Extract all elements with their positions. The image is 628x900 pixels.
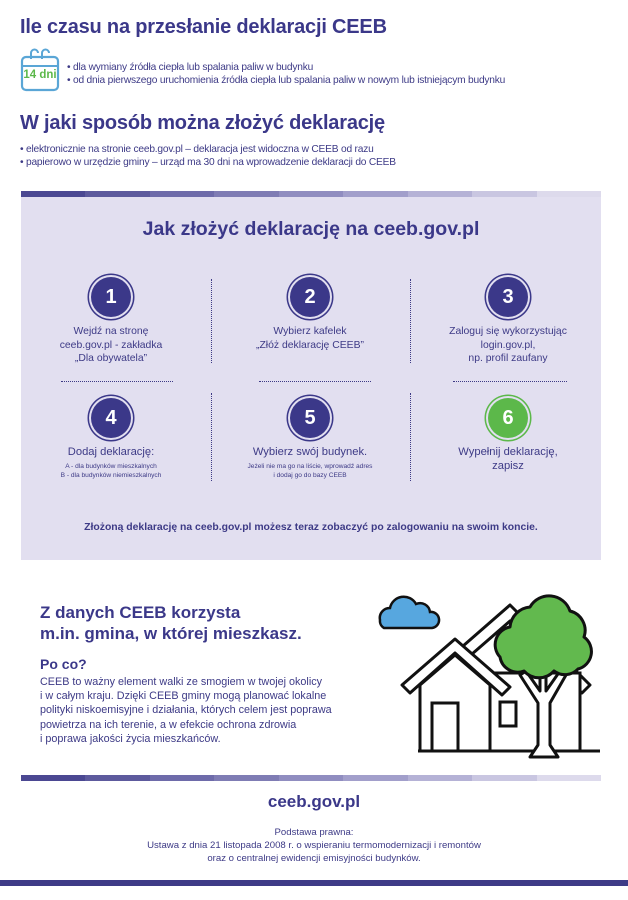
bullet: • dla wymiany źródła ciepła lub spalania paliw w budynku [67, 61, 505, 74]
method-bullets [20, 143, 396, 169]
step-4 [21, 398, 201, 480]
calendar-icon [20, 47, 60, 93]
step-text: Dodaj deklarację: [67, 446, 155, 458]
time-bullets [67, 61, 505, 87]
step-6 [418, 398, 598, 473]
step-number-badge: 2 [290, 277, 330, 317]
step-text: Zaloguj się wykorzystując login.gov.pl, np. profil zaufany [449, 326, 567, 364]
step-2 [220, 277, 400, 352]
divider [410, 393, 411, 481]
divider [211, 393, 212, 481]
divider [61, 381, 173, 382]
step-note: Jeżeli nie ma go na liście, wprowadź adres i dodaj go do bazy CEEB [247, 462, 373, 479]
legal-basis: Podstawa prawna: Ustawa z dnia 21 listopada 2008 r. o wspieraniu termomodernizacji i remontów oraz o centralnej ewidencji emisyjności budynków. [147, 827, 481, 864]
step-number-badge: 5 [290, 398, 330, 438]
bullet: • papierowo w urzędzie gminy – urząd ma 30 dni na wprowadzenie deklaracji do CEEB [20, 156, 396, 169]
section-title-methods: W jaki sposób można złożyć deklarację [20, 112, 385, 134]
info-subtitle: Po co? [40, 656, 87, 672]
panel-footer-note: Złożoną deklarację na ceeb.gov.pl możesz teraz zobaczyć po zalogowaniu na swoim koncie. [84, 522, 538, 533]
section-title-time: Ile czasu na przesłanie deklaracji CEEB [20, 16, 387, 38]
how-to-panel [21, 197, 601, 560]
step-number-badge: 6 [488, 398, 528, 438]
divider [453, 381, 567, 382]
calendar-label: 14 dni [23, 69, 57, 81]
step-number-badge: 3 [488, 277, 528, 317]
decorative-stripe-bottom [21, 775, 601, 781]
cloud-icon [380, 597, 439, 628]
bullet: • elektronicznie na stronie ceeb.gov.pl – deklaracja jest widoczna w CEEB od razu [20, 143, 396, 156]
step-text: Wybierz kafelek „Złóż deklarację CEEB” [256, 326, 364, 351]
info-title: Z danych CEEB korzysta m.in. gmina, w której mieszkasz. [40, 603, 302, 643]
step-5 [220, 398, 400, 480]
step-3 [418, 277, 598, 366]
step-1 [21, 277, 201, 366]
step-text: Wejdź na stronę ceeb.gov.pl - zakładka „Dla obywatela” [59, 326, 163, 364]
step-number-badge: 4 [91, 398, 131, 438]
bullet: • od dnia pierwszego uruchomienia źródła ciepła lub spalania paliw w nowym lub istniejącym budynku [67, 74, 505, 87]
info-body: CEEB to ważny element walki ze smogiem w twojej okolicy i w całym kraju. Dzięki CEEB gminy mogą planować lokalne polityki niskoemisyjne i działania, których celem jest poprawa powietrza na ich terenie, a w efekcie ochrona zdrowia i poprawa jakości życia mieszkańców. [40, 676, 332, 745]
divider [211, 279, 212, 363]
footer-website: ceeb.gov.pl [267, 792, 361, 811]
divider [259, 381, 371, 382]
step-text: Wypełnij deklarację, zapisz [458, 446, 558, 472]
divider [410, 279, 411, 363]
step-note: A - dla budynków mieszkalnych B - dla budynków niemieszkalnych [60, 462, 162, 479]
step-text: Wybierz swój budynek. [252, 446, 368, 458]
bottom-bar [0, 880, 628, 886]
step-number-badge: 1 [91, 277, 131, 317]
house-tree-illustration [370, 585, 610, 765]
house-icon [370, 585, 610, 765]
panel-title: Jak złożyć deklarację na ceeb.gov.pl [142, 218, 480, 240]
